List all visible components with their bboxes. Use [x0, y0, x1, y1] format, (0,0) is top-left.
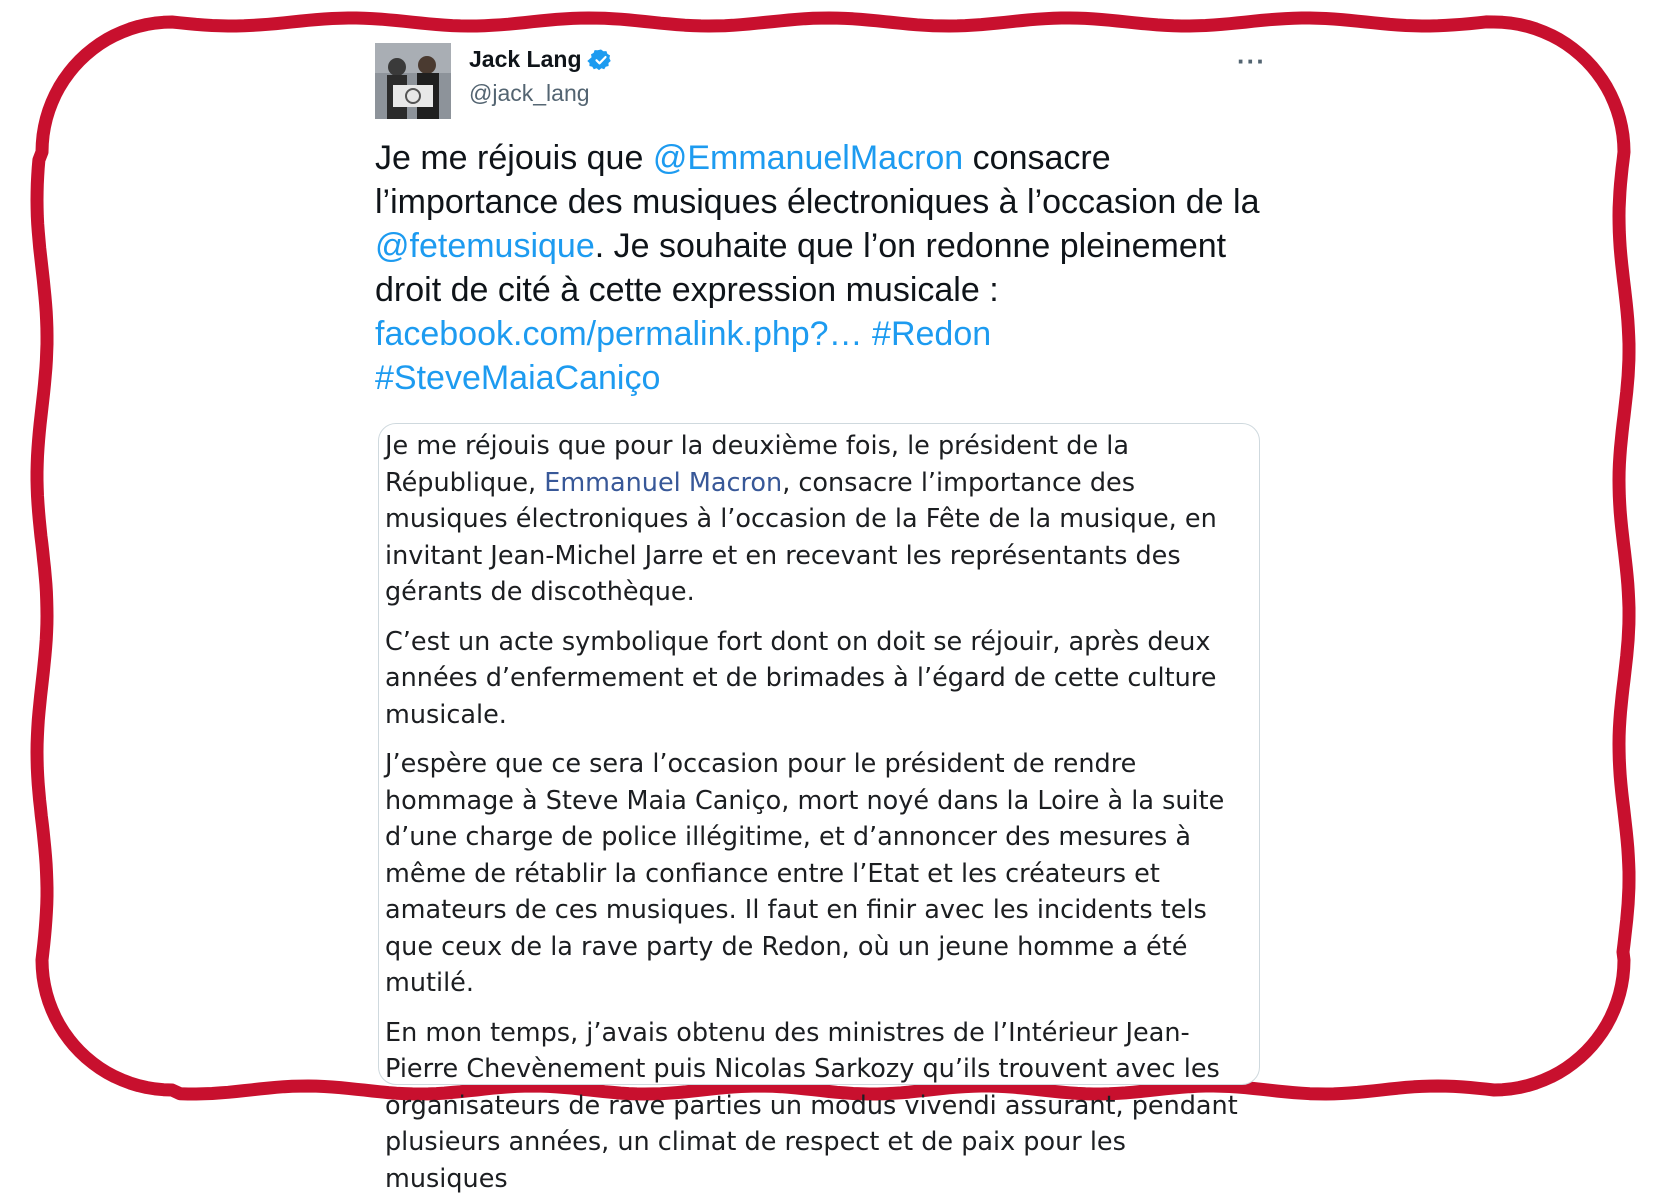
embed-paragraph-4: En mon temps, j’avais obtenu des ministres de l’Intérieur Jean-Pierre Chevènement puis Nicolas Sarkozy qu’ils trouvent avec les organisateurs de rave parties un modus vivendi assurant, pendant plusieurs années, un climat de respect et de paix pour les musiques — [385, 1015, 1251, 1197]
author-name-row — [469, 46, 613, 73]
embed-link-emmanuel-macron[interactable]: Emmanuel Macron — [544, 468, 782, 498]
tweet-text-part: . Je souhaite que l’on redonne pleinement droit de cité à cette expression musicale : — [375, 227, 1226, 309]
embed-text: , consacre l’importance des musiques électroniques à l’occasion de la Fête de la musique, en invitant Jean-Michel Jarre et en recevant les représentants des gérants de discothèque. — [385, 468, 1217, 608]
avatar[interactable] — [375, 43, 451, 119]
tweet-text-part: consacre l’importance des musiques électroniques à l’occasion de la — [375, 139, 1259, 221]
hashtag-stevemaiacanico[interactable]: #SteveMaiaCaniço — [375, 359, 660, 397]
embed-paragraph-3: J’espère que ce sera l’occasion pour le président de rendre hommage à Steve Maia Caniço, mort noyé dans la Loire à la suite d’une charge de police illégitime, et d’annoncer des mesures à même de rétablir la confiance entre l’Etat et les créateurs et amateurs de ces musiques. Il faut en finir avec les incidents tels que ceux de la rave party de Redon, où un jeune homme a été mutilé. — [385, 746, 1251, 1002]
embed-paragraph-1 — [385, 428, 1251, 611]
avatar-photo-icon — [375, 43, 451, 119]
embed-text: Je me réjouis que pour la deuxième fois, le président de la République, — [385, 431, 1129, 498]
more-horizontal-icon[interactable]: ··· — [1237, 46, 1266, 77]
facebook-permalink[interactable]: facebook.com/permalink.php?… — [375, 315, 863, 353]
hashtag-redon[interactable]: #Redon — [872, 315, 991, 353]
mention-emmanuelmacron[interactable]: @EmmanuelMacron — [653, 139, 963, 177]
tweet-text — [375, 136, 1275, 400]
embed-paragraph-2: C’est un acte symbolique fort dont on doit se réjouir, après deux années d’enfermement et de brimades à l’égard de cette culture musicale. — [385, 624, 1251, 734]
author-name[interactable]: Jack Lang — [469, 46, 582, 73]
tweet-text-part: Je me réjouis que — [375, 139, 653, 177]
embedded-screenshot-card[interactable] — [378, 423, 1260, 1085]
embedded-post-text — [379, 424, 1259, 1197]
author-handle[interactable]: @jack_lang — [469, 80, 590, 107]
verified-badge-icon — [589, 48, 613, 72]
mention-fetemusique[interactable]: @fetemusique — [375, 227, 595, 265]
